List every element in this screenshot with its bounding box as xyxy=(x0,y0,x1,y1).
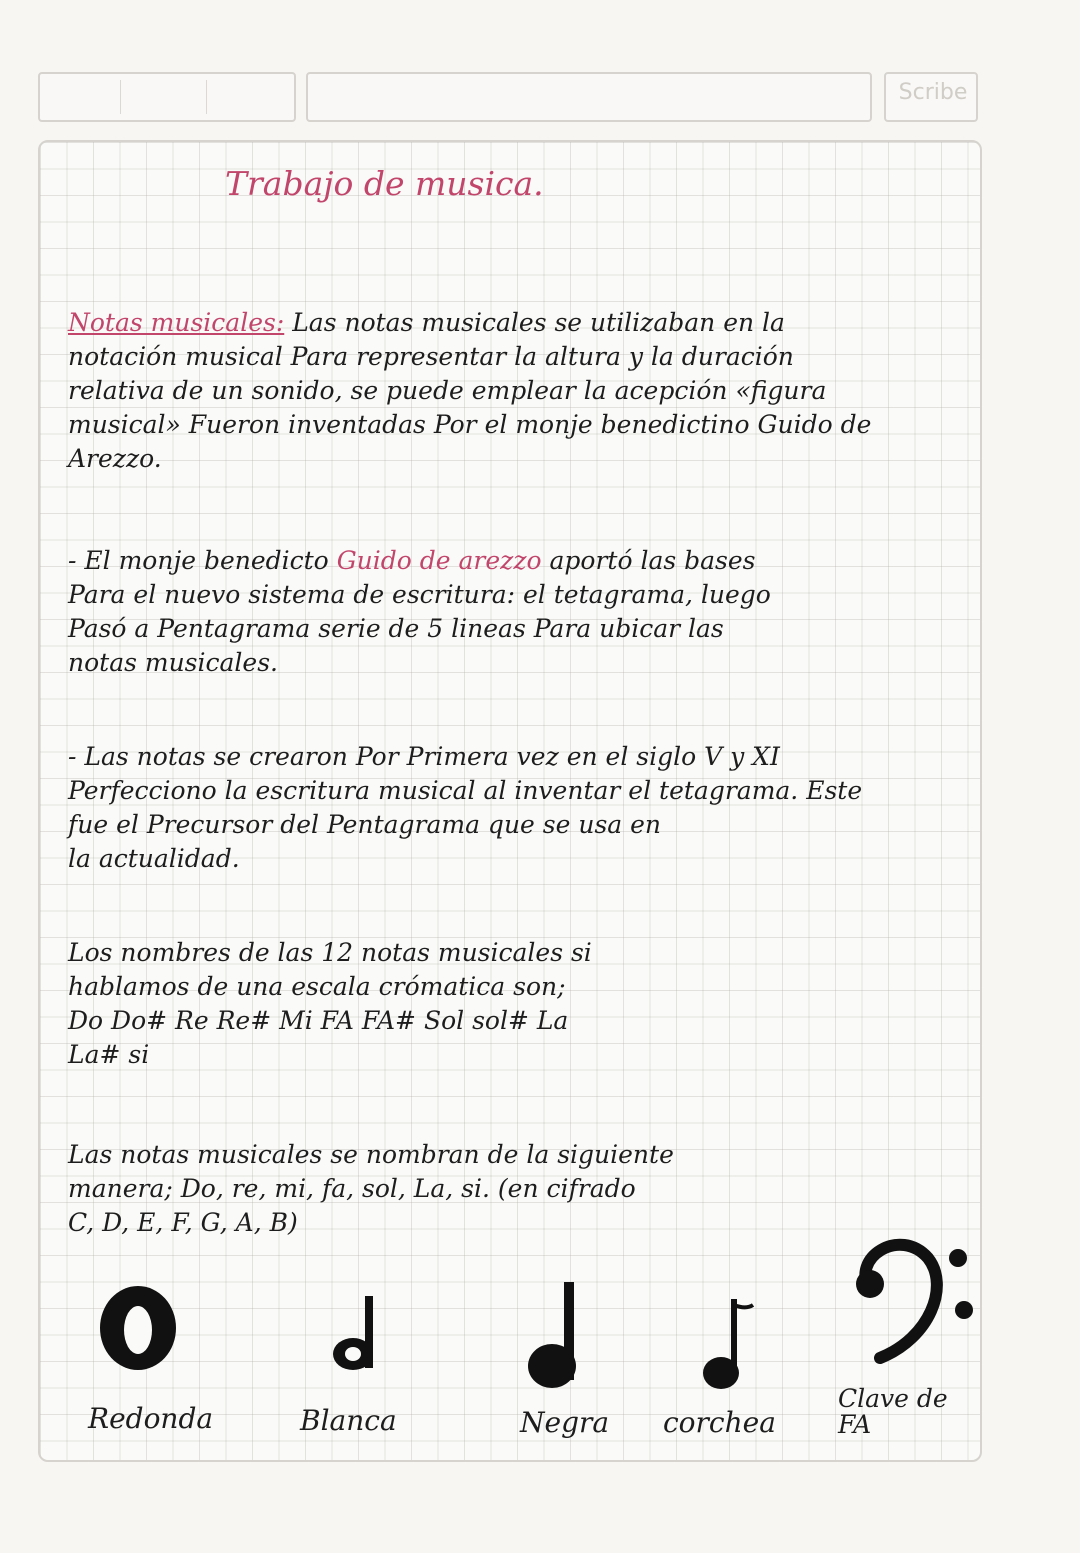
subject-box xyxy=(306,72,872,122)
date-box xyxy=(38,72,296,122)
para3-line2: Perfecciono la escritura musical al inventar el tetagrama. Este xyxy=(68,776,863,805)
para4-line3: Do Do# Re Re# Mi FA FA# Sol sol# La xyxy=(68,1006,569,1035)
page-header xyxy=(38,72,978,120)
para3-line1: - Las notas se crearon Por Primera vez en el siglo V y XI xyxy=(68,742,780,771)
para1-line3: relativa de un sonido, se puede emplear la acepción «figura xyxy=(68,376,827,405)
para5-line1: Las notas musicales se nombran de la siguiente xyxy=(68,1140,674,1169)
half-note-icon xyxy=(325,1290,395,1380)
para4-line4: La# si xyxy=(68,1040,150,1069)
para1-line1: Notas musicales: Las notas musicales se utilizaban en la xyxy=(68,308,785,337)
para1-line5: Arezzo. xyxy=(68,444,162,473)
whole-note-icon xyxy=(90,1280,190,1380)
para2-line2: Para el nuevo sistema de escritura: el tetagrama, luego xyxy=(68,580,771,609)
para1-line4: musical» Fueron inventadas Por el monje benedictino Guido de xyxy=(68,410,872,439)
para2-line3: Pasó a Pentagrama serie de 5 lineas Para ubicar las xyxy=(68,614,724,643)
note-label-blanca: Blanca xyxy=(300,1404,397,1437)
note-label-negra: Negra xyxy=(520,1406,610,1439)
brand-logo: Scribe xyxy=(898,80,968,105)
note-label-redonda: Redonda xyxy=(88,1402,214,1435)
note-label-clave: Clave de FA xyxy=(838,1384,948,1439)
quarter-note-icon xyxy=(520,1278,590,1398)
bass-clef-icon xyxy=(840,1228,980,1368)
para5-line3: C, D, E, F, G, A, B) xyxy=(68,1208,298,1237)
para4-line2: hablamos de una escala crómatica son; xyxy=(68,972,566,1001)
para4-line1: Los nombres de las 12 notas musicales si xyxy=(68,938,592,967)
para5-line2: manera; Do, re, mi, fa, sol, La, si. (en cifrado xyxy=(68,1174,636,1203)
para2-line1: - El monje benedicto Guido de arezzo aportó las bases xyxy=(68,546,756,575)
eighth-note-icon xyxy=(695,1295,765,1395)
page-title: Trabajo de musica. xyxy=(225,164,544,203)
note-label-corchea: corchea xyxy=(663,1406,776,1439)
section-heading: Notas musicales: xyxy=(68,308,285,337)
para2-line4: notas musicales. xyxy=(68,648,278,677)
para3-line4: la actualidad. xyxy=(68,844,240,873)
para3-line3: fue el Precursor del Pentagrama que se usa en xyxy=(68,810,662,839)
guido-name: Guido de arezzo xyxy=(336,546,542,575)
para1-line2: notación musical Para representar la altura y la duración xyxy=(68,342,794,371)
